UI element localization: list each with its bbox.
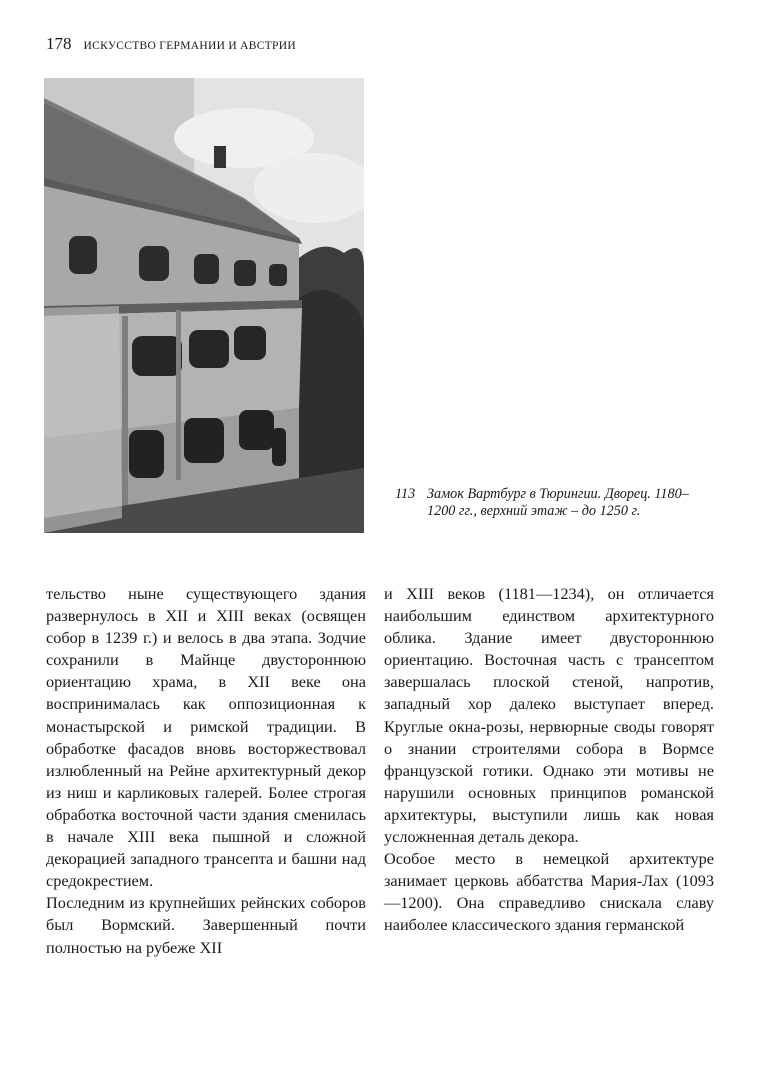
figure-caption-text: Замок Вартбург в Тюрингии. Дворец. 1180–1200 гг., верхний этаж – до 1250 г. bbox=[427, 486, 689, 519]
paragraph: и XIII веков (1181—1234), он отличается наибольшим единством архитектурного облика. Здание имеет двустороннюю ориентацию. Восточная часть с трансептом завершалась плоской стеной, напротив, западный хор далеко выступает вперед. Круглые окна-розы, нервюрные своды говорят о знании строителями собора в Вормсе французской готики. Однако эти мотивы не нарушили основных принципов романской архитектуры, выступили лишь как новая усложненная деталь декора. bbox=[384, 584, 714, 847]
right-column bbox=[384, 583, 714, 937]
page-header bbox=[46, 34, 296, 54]
figure-caption bbox=[395, 486, 725, 519]
paragraph: Последним из крупнейших рейнских соборов был Вормский. Завершенный почти полностью на рубеже XII bbox=[46, 893, 366, 957]
figure-photo-wartburg bbox=[44, 78, 364, 533]
paragraph: тельство ныне существующего здания развернулось в XII и XIII веках (освящен собор в 1239 г.) и велось в два этапа. Зодчие сохранили в Майнце двустороннюю ориентацию храма, в XII веке она воспринималась как оппозиционная к монастырской и римской традиции. В обработке фасадов вновь восторжествовал излюбленный на Рейне архитектурный декор из ниш и карликовых галерей. Более строгая обработка восточной части здания сменилась в начале XIII века пышной и сложной декорацией западного трансепта и башни над средокрестием. bbox=[46, 584, 366, 891]
paragraph: Особое место в немецкой архитектуре занимает церковь аббатства Мария-Лах (1093—1200). Она справедливо снискала славу наиболее классического здания германской bbox=[384, 849, 714, 935]
page-number: 178 bbox=[46, 34, 72, 53]
running-title: ИСКУССТВО ГЕРМАНИИ И АВСТРИИ bbox=[83, 40, 296, 52]
left-column bbox=[46, 583, 366, 959]
figure-number: 113 bbox=[395, 486, 416, 502]
